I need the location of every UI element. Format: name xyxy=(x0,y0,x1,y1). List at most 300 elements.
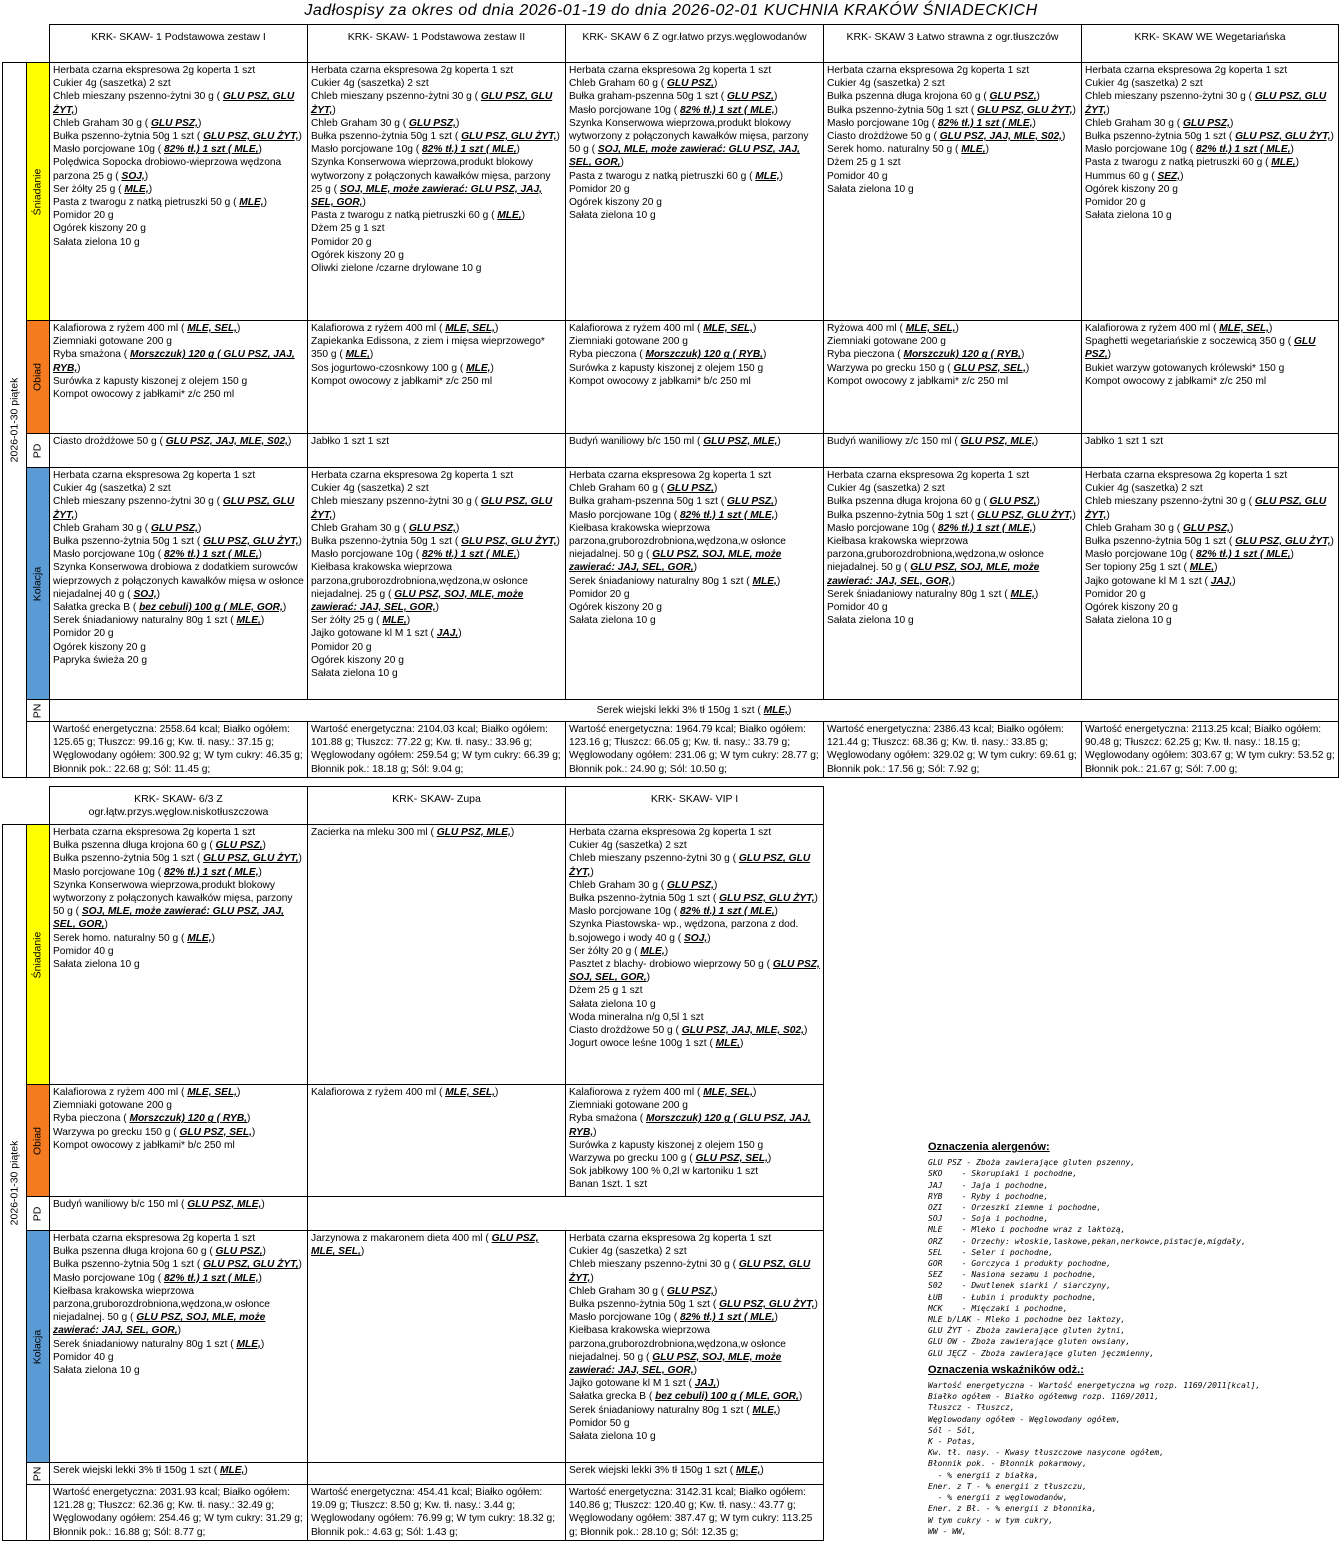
menu-cell xyxy=(308,321,566,434)
legend-entry: Ener. z Bł. - % energii z błonnika, xyxy=(928,1504,1097,1514)
menu-item: Chleb Graham 30 g ( GLU PSZ,) xyxy=(569,1285,718,1297)
allergen-codes: 82% tł.) 1 szt ( MLE, xyxy=(164,549,259,561)
menu-item: Kompot owocowy z jabłkami* b/c 250 ml xyxy=(569,375,751,387)
menu-item: Budyń waniliowy b/c 150 ml ( GLU PSZ, MLE,) xyxy=(53,1199,265,1210)
allergen-codes: GLU PSZ, GLU ŻYT, xyxy=(311,91,553,116)
nutrition-cell: Wartość energetyczna: 2113.25 kcal; Białko ogółem: 90.48 g; Tłuszcz: 62.25 g; Kw. tł. nasy.: 18.15 g; Węglowodany ogółem: 303.67 g; W tym cukry: 53.52 g; Błonnik pok.: 21.67 g; Sól: 7.00 g; xyxy=(1082,722,1339,778)
allergen-codes: MLE, xyxy=(236,1338,261,1350)
menu-item: Ryba pieczona ( Morszczuk) 120 g ( RYB,) xyxy=(53,1113,251,1125)
menu-cell xyxy=(566,63,824,321)
indicators-title: Oznaczenia wskaźników odż.: xyxy=(928,1363,1084,1376)
menu-item: Warzywa po grecku 150 g ( GLU PSZ, SEL,) xyxy=(53,1126,256,1138)
legend-entry: WW - WW, xyxy=(928,1526,967,1536)
menu-cell xyxy=(566,825,824,1085)
menu-item: Kiełbasa krakowska wieprzowa parzona,gruborozdrobniona,wędzona,w osłonce niejadalnej. 50 g ( GLU PSZ, SOJ, MLE, może zawierać: JAJ, SEL, GOR,) xyxy=(569,1325,786,1377)
diet-header: KRK- SKAW- 1 Podstawowa zestaw II xyxy=(308,25,566,63)
allergen-codes: Morszczuk) 120 g ( GLU PSZ, JAJ, RYB, xyxy=(569,1113,811,1138)
allergen-codes: Morszczuk) 120 g ( RYB, xyxy=(903,349,1022,361)
allergen-codes: MLE, xyxy=(382,615,407,627)
menu-item: Kiełbasa krakowska wieprzowa parzona,gruborozdrobniona,wędzona,w osłonce niejadalnej. 25 g ( GLU PSZ, SOJ, MLE, może zawierać: JAJ, SEL, GOR,) xyxy=(311,562,528,614)
legend-entry: - % energii z węglowodanów, xyxy=(928,1493,1068,1503)
menu-item: Bułka pszenno-żytnia 50g 1 szt ( GLU PSZ, GLU ŻYT,) xyxy=(827,104,1076,116)
allergen-codes: GLU PSZ, xyxy=(666,483,714,495)
menu-cell xyxy=(50,1231,308,1463)
legend-entry: ORZ - Orzechy: włoskie,laskowe,pekan,nerkowce,pistacje,migdały, xyxy=(928,1236,1246,1246)
menu-item: Hummus 60 g ( SEZ,) xyxy=(1085,170,1184,182)
menu-item: Herbata czarna ekspresowa 2g koperta 1 szt xyxy=(1085,65,1288,76)
menu-item: Herbata czarna ekspresowa 2g koperta 1 szt xyxy=(311,470,514,481)
allergen-codes: MLE, xyxy=(1010,588,1035,600)
nutrition-cell: Wartość energetyczna: 2386.43 kcal; Białko ogółem: 121.44 g; Tłuszcz: 68.36 g; Kw. tł. nasy.: 33.85 g; Węglowodany ogółem: 329.02 g; W tym cukry: 69.61 g; Błonnik pok.: 17.56 g; Sól: 7.92 g; xyxy=(824,722,1082,778)
allergen-codes: GLU PSZ, GLU ŻYT, xyxy=(569,853,811,878)
menu-cell xyxy=(308,1197,824,1231)
allergen-codes: Morszczuk) 120 g ( RYB, xyxy=(645,349,764,361)
allergen-codes: MLE, xyxy=(752,575,777,587)
menu-cell xyxy=(566,468,824,700)
menu-item: Chleb mieszany pszenno-żytni 30 g ( GLU PSZ, GLU ŻYT,) xyxy=(1085,91,1327,116)
menu-item: Sałatka grecka B ( bez cebuli) 100 g ( MLE, GOR,) xyxy=(53,602,287,614)
menu-item: Bułka pszenno-żytnia 50g 1 szt ( GLU PSZ, GLU ŻYT,) xyxy=(311,131,560,143)
menu-item: Kiełbasa krakowska wieprzowa parzona,gruborozdrobniona,wędzona,w osłonce niejadalnej. 50 g ( GLU PSZ, SOJ, MLE, może zawierać: JAJ, SEL, GOR,) xyxy=(53,1285,270,1337)
legend-entry: - % energii z białka, xyxy=(928,1470,1039,1480)
menu-item: Pomidor 20 g xyxy=(311,641,372,653)
allergen-codes: GLU PSZ, JAJ, MLE, S02, xyxy=(939,131,1062,143)
allergen-codes: GLU PSZ, GLU ŻYT, xyxy=(203,853,299,865)
menu-item: Ogórek kiszony 20 g xyxy=(1085,602,1178,614)
menu-item: Chleb Graham 30 g ( GLU PSZ,) xyxy=(569,879,718,891)
legend xyxy=(928,1140,1338,1537)
menu-item: Herbata czarna ekspresowa 2g koperta 1 szt xyxy=(53,1233,256,1244)
menu-item: Dżem 25 g 1 szt xyxy=(569,985,643,997)
allergen-codes: GLU PSZ, SOJ, MLE, może zawierać: JAJ, SEL, GOR, xyxy=(53,1312,266,1337)
menu-cell xyxy=(50,700,1339,722)
meal-label-pn: PN xyxy=(27,1463,50,1485)
menu-item: Sos jogurtowo-czosnkowy 100 g ( MLE,) xyxy=(311,362,494,374)
legend-entry: Tłuszcz - Tłuszcz, xyxy=(928,1403,1015,1413)
legend-entry: S02 - Dwutlenek siarki / siarczyny, xyxy=(928,1281,1112,1291)
menu-item: Jabłko 1 szt 1 szt xyxy=(311,436,390,447)
date-cell xyxy=(3,825,27,1541)
menu-item: Ogórek kiszony 20 g xyxy=(53,223,146,235)
menu-item: Kalafiorowa z ryżem 400 ml ( MLE, SEL,) xyxy=(1085,323,1273,334)
allergen-codes: GLU PSZ, SOJ, SEL, GOR, xyxy=(569,959,820,984)
menu-item: Chleb Graham 30 g ( GLU PSZ,) xyxy=(1085,522,1234,534)
allergen-codes: MLE, xyxy=(220,1465,245,1476)
allergen-codes: GLU PSZ, xyxy=(989,496,1037,508)
pn-row xyxy=(3,1463,824,1485)
menu-item: Ser topiony 25g 1 szt ( MLE,) xyxy=(1085,562,1218,574)
menu-item: Kalafiorowa z ryżem 400 ml ( MLE, SEL,) xyxy=(311,323,499,334)
legend-entry: GLU ŻYT - Zboża zawierające gluten żytni, xyxy=(928,1326,1126,1336)
nutrition-cell: Wartość energetyczna: 2104.03 kcal; Białko ogółem: 101.88 g; Tłuszcz: 77.22 g; Kw. tł. nasy.: 33.96 g; Węglowodany ogółem: 259.54 g; W tym cukry: 66.39 g; Błonnik pok.: 18.18 g; Sól: 9.04 g; xyxy=(308,722,566,778)
allergen-codes: 82% tł.) 1 szt ( MLE, xyxy=(938,522,1033,534)
menu-item: Serek śniadaniowy naturalny 80g 1 szt ( MLE,) xyxy=(827,588,1039,600)
menu-item: Kompot owocowy z jabłkami* z/c 250 ml xyxy=(311,375,493,387)
menu-item: Pasta z twarogu z natką pietruszki 60 g ( MLE,) xyxy=(569,170,784,182)
menu-item: Serek wiejski lekki 3% tł 150g 1 szt ( MLE,) xyxy=(596,704,792,716)
legend-entry: Białko ogółem - Białko ogółemwg rozp. 1169/2011, xyxy=(928,1392,1160,1402)
allergen-codes: GLU PSZ, GLU ŻYT, xyxy=(203,131,299,143)
menu-item: Herbata czarna ekspresowa 2g koperta 1 szt xyxy=(53,65,256,76)
menu-cell xyxy=(1082,468,1339,700)
allergen-codes: GLU PSZ, SEL, xyxy=(953,362,1026,374)
menu-table-2 xyxy=(2,786,824,1541)
menu-cell xyxy=(566,1231,824,1463)
allergen-codes: GLU PSZ, xyxy=(1182,117,1230,129)
allergen-codes: 82% tł.) 1 szt ( MLE, xyxy=(680,1312,775,1324)
menu-item: Cukier 4g (saszetka) 2 szt xyxy=(1085,483,1203,495)
menu-item: Masło porcjowane 10g ( 82% tł.) 1 szt ( MLE,) xyxy=(569,906,778,918)
menu-item: Dżem 25 g 1 szt xyxy=(827,157,901,169)
menu-item: Chleb Graham 30 g ( GLU PSZ,) xyxy=(53,522,202,534)
menu-item: Bułka pszenno-żytnia 50g 1 szt ( GLU PSZ, GLU ŻYT,) xyxy=(569,893,818,905)
menu-item: Kompot owocowy z jabłkami* z/c 250 ml xyxy=(1085,375,1267,387)
menu-item: Pomidor 40 g xyxy=(827,170,888,182)
menu-item: Pasztet z blachy- drobiowo wieprzowy 50 g ( GLU PSZ, SOJ, SEL, GOR,) xyxy=(569,959,820,984)
allergen-codes: GLU PSZ, xyxy=(1085,336,1316,361)
menu-item: Pomidor 20 g xyxy=(1085,588,1146,600)
pd-row xyxy=(3,434,1339,468)
diet-header: KRK- SKAW 6 Z ogr.łatwo przys.węglowodanów xyxy=(566,25,824,63)
menu-cell xyxy=(566,434,824,468)
allergen-codes: JAJ, xyxy=(436,628,459,640)
menu-item: Ryba smażona ( Morszczuk) 120 g ( GLU PSZ, JAJ, RYB,) xyxy=(569,1113,811,1138)
menu-item: Papryka świeża 20 g xyxy=(53,654,148,666)
menu-item: Chleb Graham 60 g ( GLU PSZ,) xyxy=(569,483,718,495)
menu-item: Cukier 4g (saszetka) 2 szt xyxy=(827,78,945,90)
allergen-codes: GLU PSZ, GLU ŻYT, xyxy=(461,131,557,143)
menu-item: Pomidor 20 g xyxy=(311,236,372,248)
diet-header: KRK- SKAW- Zupa xyxy=(308,787,566,825)
allergen-codes: GLU PSZ, xyxy=(727,496,774,508)
allergen-codes: MLE, SEL, xyxy=(187,1087,237,1098)
menu-item: Cukier 4g (saszetka) 2 szt xyxy=(827,483,945,495)
menu-item: Kompot owocowy z jabłkami* b/c 250 ml xyxy=(53,1139,235,1151)
menu-item: Kompot owocowy z jabłkami* z/c 250 ml xyxy=(53,389,235,401)
menu-item: Herbata czarna ekspresowa 2g koperta 1 szt xyxy=(53,827,256,838)
menu-item: Cukier 4g (saszetka) 2 szt xyxy=(53,483,171,495)
allergen-codes: GLU PSZ, SOJ, MLE, może zawierać: JAJ, SEL, GOR, xyxy=(311,588,524,614)
allergen-codes: GLU PSZ, SEL, xyxy=(179,1126,252,1138)
menu-table-1 xyxy=(2,24,1339,778)
allergen-codes: GLU PSZ, GLU ŻYT, xyxy=(977,509,1073,521)
menu-item: Serek homo. naturalny 50 g ( MLE,) xyxy=(53,932,215,944)
menu-item: Serek śniadaniowy naturalny 80g 1 szt ( MLE,) xyxy=(569,575,781,587)
allergen-codes: MLE, xyxy=(187,932,212,944)
menu-item: Kalafiorowa z ryżem 400 ml ( MLE, SEL,) xyxy=(53,323,241,334)
allergen-codes: GLU PSZ, JAJ, MLE, S02, xyxy=(681,1025,804,1037)
menu-item: Budyń waniliowy z/c 150 ml ( GLU PSZ, MLE,) xyxy=(827,436,1039,447)
menu-item: Cukier 4g (saszetka) 2 szt xyxy=(53,78,171,90)
allergen-codes: GLU PSZ, GLU ŻYT, xyxy=(1085,91,1327,116)
kolacja-row xyxy=(3,1231,824,1463)
menu-item: Masło porcjowane 10g ( 82% tł.) 1 szt ( MLE,) xyxy=(311,549,520,561)
allergen-codes: GLU PSZ, xyxy=(215,1246,263,1258)
menu-item: Herbata czarna ekspresowa 2g koperta 1 szt xyxy=(569,827,772,838)
menu-cell xyxy=(50,63,308,321)
menu-item: Pasta z twarogu z natką pietruszki 50 g ( MLE,) xyxy=(53,197,268,209)
diet-header: KRK- SKAW- 6/3 Z ogr.łątw.przys.węglow.niskotłuszczowa xyxy=(50,787,308,825)
menu-item: Sałata zielona 10 g xyxy=(569,210,656,222)
kolacja-row xyxy=(3,468,1339,700)
allergen-codes: GLU PSZ, SOJ, MLE, może zawierać: JAJ, SEL, GOR, xyxy=(827,562,1040,587)
allergen-codes: GLU PSZ, xyxy=(150,522,198,534)
allergen-list xyxy=(928,1157,1338,1359)
header-row xyxy=(3,25,1339,63)
menu-item: Chleb mieszany pszenno-żytni 30 g ( GLU PSZ, GLU ŻYT,) xyxy=(311,91,553,116)
diet-header: KRK- SKAW WE Wegetariańska xyxy=(1082,25,1339,63)
menu-item: Szynka Konserwowa drobiowa z dodatkiem surowców wieprzowych z połączonych kawałków mięsa w osłonce niejadalnej 40 g ( SOJ,) xyxy=(53,562,304,600)
meal-label-pd: PD xyxy=(27,1197,50,1231)
allergen-codes: MLE, xyxy=(239,197,264,209)
menu-item: Pomidor 20 g xyxy=(569,183,630,195)
menu-item: Ogórek kiszony 20 g xyxy=(1085,183,1178,195)
allergen-codes: GLU PSZ, xyxy=(215,840,263,852)
menu-item: Cukier 4g (saszetka) 2 szt xyxy=(1085,78,1203,90)
menu-item: Sałata zielona 10 g xyxy=(1085,615,1172,627)
menu-item: Pomidor 40 g xyxy=(827,602,888,614)
allergen-codes: GLU PSZ, GLU ŻYT, xyxy=(461,536,557,548)
allergen-codes: 82% tł.) 1 szt ( MLE, xyxy=(680,104,775,116)
menu-cell xyxy=(50,1197,308,1231)
menu-item: Ryba smażona ( Morszczuk) 120 g ( GLU PSZ, JAJ, RYB,) xyxy=(53,349,295,374)
menu-cell xyxy=(566,321,824,434)
menu-item: Ryba pieczona ( Morszczuk) 120 g ( RYB,) xyxy=(827,349,1025,361)
allergen-codes: GLU PSZ, GLU ŻYT, xyxy=(1085,496,1327,521)
allergen-codes: GLU PSZ, GLU ŻYT, xyxy=(569,1259,811,1284)
allergen-codes: GLU PSZ, xyxy=(989,91,1037,103)
menu-item: Bułka pszenna długa krojona 60 g ( GLU PSZ,) xyxy=(53,1246,266,1258)
menu-item: Herbata czarna ekspresowa 2g koperta 1 szt xyxy=(53,470,256,481)
allergen-codes: SOJ, xyxy=(133,588,157,600)
meal-label-sniadanie: Śniadanie xyxy=(27,63,50,321)
menu-item: Chleb mieszany pszenno-żytni 30 g ( GLU PSZ, GLU ŻYT,) xyxy=(53,496,295,521)
legend-entry: Błonnik pok. - Błonnik pokarmowy, xyxy=(928,1459,1087,1469)
menu-cell xyxy=(824,434,1082,468)
nutrition-cell: Wartość energetyczna: 2031.93 kcal; Białko ogółem: 121.28 g; Tłuszcz: 62.36 g; Kw. tł. nasy.: 32.49 g; Węglowodany ogółem: 254.46 g; W tym cukry: 31.29 g; Błonnik pok.: 16.88 g; Sól: 8.77 g; xyxy=(50,1485,308,1541)
menu-item: Sok jabłkowy 100 % 0,2l w kartoniku 1 szt xyxy=(569,1166,759,1178)
menu-item: Masło porcjowane 10g ( 82% tł.) 1 szt ( MLE,) xyxy=(1085,549,1294,561)
allergen-codes: 82% tł.) 1 szt ( MLE, xyxy=(164,1272,259,1284)
allergen-codes: 82% tł.) 1 szt ( MLE, xyxy=(1196,144,1291,156)
legend-entry: Węglowodany ogółem - Węglowodany ogółem, xyxy=(928,1414,1121,1424)
menu-item: Ogórek kiszony 20 g xyxy=(311,654,404,666)
legend-entry: SOJ - Soja i pochodne, xyxy=(928,1214,1049,1224)
allergen-codes: 82% tł.) 1 szt ( MLE, xyxy=(422,549,517,561)
menu-cell xyxy=(308,468,566,700)
menu-item: Sałata zielona 10 g xyxy=(1085,210,1172,222)
allergen-codes: GLU PSZ, GLU ŻYT, xyxy=(53,91,295,116)
menu-cell xyxy=(1082,434,1339,468)
allergen-codes: GLU PSZ, GLU ŻYT, xyxy=(203,536,299,548)
allergen-codes: GLU PSZ, GLU ŻYT, xyxy=(719,1299,815,1311)
menu-item: Cukier 4g (saszetka) 2 szt xyxy=(311,78,429,90)
allergen-codes: MLE, SEL, xyxy=(1219,323,1269,334)
date-cell xyxy=(3,63,27,778)
allergens-title: Oznaczenia alergenów: xyxy=(928,1141,1050,1153)
menu-item: Pomidor 40 g xyxy=(53,945,114,957)
allergen-codes: GLU PSZ, GLU ŻYT, xyxy=(1235,536,1331,548)
allergen-codes: GLU PSZ, JAJ, MLE, S02, xyxy=(165,436,288,447)
sniadanie-row xyxy=(3,825,824,1085)
obiad-row xyxy=(3,1085,824,1197)
menu-item: Surówka z kapusty kiszonej z olejem 150 g xyxy=(569,1139,764,1151)
allergen-codes: GLU PSZ, xyxy=(666,78,714,90)
menu-item: Jogurt owoce leśne 100g 1 szt ( MLE,) xyxy=(569,1038,744,1050)
allergen-codes: Morszczuk) 120 g ( GLU PSZ, JAJ, RYB, xyxy=(53,349,295,374)
menu-item: Masło porcjowane 10g ( 82% tł.) 1 szt ( MLE,) xyxy=(569,509,778,521)
legend-entry: GOR - Gorczyca i produkty pochodne, xyxy=(928,1259,1112,1269)
menu-item: Kiełbasa krakowska wieprzowa parzona,gruborozdrobniona,wędzona,w osłonce niejadalnej. 50 g ( GLU PSZ, SOJ, MLE, może zawierać: JAJ, SEL, GOR,) xyxy=(827,536,1044,587)
menu-item: Pasta z twarogu z natką pietruszki 60 g ( MLE,) xyxy=(1085,157,1300,169)
allergen-codes: MLE, SEL, xyxy=(445,323,495,334)
menu-item: Sałata zielona 10 g xyxy=(53,236,140,248)
menu-item: Masło porcjowane 10g ( 82% tł.) 1 szt ( MLE,) xyxy=(53,144,262,156)
menu-item: Masło porcjowane 10g ( 82% tł.) 1 szt ( MLE,) xyxy=(53,1272,262,1284)
menu-item: Chleb mieszany pszenno-żytni 30 g ( GLU PSZ, GLU ŻYT,) xyxy=(1085,496,1327,521)
menu-item: Bułka graham-pszenna 50g 1 szt ( GLU PSZ,) xyxy=(569,91,778,103)
allergen-codes: GLU PSZ, GLU ŻYT, xyxy=(311,496,553,521)
menu-item: Sałatka grecka B ( bez cebuli) 100 g ( MLE, GOR,) xyxy=(569,1391,803,1403)
menu-item: Serek wiejski lekki 3% tł 150g 1 szt ( MLE,) xyxy=(569,1465,764,1476)
menu-item: Dżem 25 g 1 szt xyxy=(311,223,385,235)
menu-item: Szynka Konserwowa wieprzowa,produkt blokowy wytworzony z połączonych kawałków mięsa, parzony 50 g ( SOJ, MLE, może zawierać: GLU PSZ, JAJ, SEL, GOR,) xyxy=(53,879,293,931)
allergen-codes: JAJ, xyxy=(694,1378,717,1390)
allergen-codes: SOJ, xyxy=(683,932,708,944)
menu-item: Masło porcjowane 10g ( 82% tł.) 1 szt ( MLE,) xyxy=(569,1312,778,1324)
allergen-codes: GLU PSZ, SEL, xyxy=(695,1153,768,1165)
menu-item: Masło porcjowane 10g ( 82% tł.) 1 szt ( MLE,) xyxy=(827,117,1036,129)
allergen-codes: MLE, SEL, xyxy=(703,1087,753,1098)
menu-item: Bułka pszenno-żytnia 50g 1 szt ( GLU PSZ, GLU ŻYT,) xyxy=(311,536,560,548)
menu-item: Bułka pszenno-żytnia 50g 1 szt ( GLU PSZ, GLU ŻYT,) xyxy=(53,536,302,548)
allergen-codes: MLE, xyxy=(755,170,780,182)
legend-entry: SEL - Seler i pochodne, xyxy=(928,1247,1054,1257)
allergen-codes: MLE, xyxy=(736,1465,761,1476)
menu-item: Ziemniaki gotowane 200 g xyxy=(569,336,688,348)
menu-item: Masło porcjowane 10g ( 82% tł.) 1 szt ( MLE,) xyxy=(53,866,262,878)
menu-cell xyxy=(50,468,308,700)
legend-entry: GLU OW - Zboża zawierające gluten owsiany, xyxy=(928,1337,1131,1347)
allergen-codes: 82% tł.) 1 szt ( MLE, xyxy=(164,144,259,156)
allergen-codes: 82% tł.) 1 szt ( MLE, xyxy=(680,906,775,918)
menu-item: Ziemniaki gotowane 200 g xyxy=(53,336,172,348)
menu-cell xyxy=(50,825,308,1085)
allergen-codes: SOJ, xyxy=(121,170,145,182)
allergen-codes: MLE, xyxy=(345,349,370,361)
legend-entry: Sól - Sól, xyxy=(928,1425,977,1435)
allergen-codes: GLU PSZ, xyxy=(1182,522,1230,534)
allergen-codes: MLE, SEL, xyxy=(703,323,753,334)
pd-row xyxy=(3,1197,824,1231)
menu-cell xyxy=(308,434,566,468)
menu-item: Pomidor 20 g xyxy=(1085,197,1146,209)
legend-entry: JAJ - Jaja i pochodne, xyxy=(928,1180,1049,1190)
nutrition-cell: Wartość energetyczna: 2558.64 kcal; Białko ogółem: 125.65 g; Tłuszcz: 99.16 g; Kw. tł. nasy.: 37.15 g; Węglowodany ogółem: 300.92 g; W tym cukry: 46.35 g; Błonnik pok.: 22.68 g; Sól: 11.45 g; xyxy=(50,722,308,778)
allergen-codes: GLU PSZ, MLE, xyxy=(960,436,1035,447)
menu-item: Chleb mieszany pszenno-żytni 30 g ( GLU PSZ, GLU ŻYT,) xyxy=(53,91,295,116)
menu-item: Bułka pszenno-żytnia 50g 1 szt ( GLU PSZ, GLU ŻYT,) xyxy=(1085,536,1334,548)
menu-item: Serek śniadaniowy naturalny 80g 1 szt ( MLE,) xyxy=(569,1404,781,1416)
menu-cell xyxy=(50,1085,308,1197)
nutrition-row xyxy=(3,722,1339,778)
allergen-codes: GLU PSZ, GLU ŻYT, xyxy=(53,496,295,521)
allergen-codes: MLE, xyxy=(1271,157,1296,169)
menu-item: Zapiekanka Edissona, z ziem i mięsa wieprzowego* 350 g ( MLE,) xyxy=(311,336,545,361)
obiad-row xyxy=(3,321,1339,434)
menu-item: Warzywa po grecku 100 g ( GLU PSZ, SEL,) xyxy=(569,1153,772,1165)
menu-cell xyxy=(566,1463,824,1485)
allergen-codes: GLU PSZ, GLU ŻYT, xyxy=(977,104,1073,116)
legend-entry: OZI - Orzeszki ziemne i pochodne, xyxy=(928,1203,1102,1213)
menu-item: Chleb mieszany pszenno-żytni 30 g ( GLU PSZ, GLU ŻYT,) xyxy=(569,853,811,878)
date-label: 2026-01-30 piątek xyxy=(7,377,20,463)
allergen-codes: SEZ, xyxy=(1157,170,1181,182)
menu-item: Ogórek kiszony 20 g xyxy=(311,249,404,261)
menu-item: Chleb Graham 30 g ( GLU PSZ,) xyxy=(311,117,460,129)
menu-item: Warzywa po grecku 150 g ( GLU PSZ, SEL,) xyxy=(827,362,1030,374)
menu-item: Herbata czarna ekspresowa 2g koperta 1 szt xyxy=(827,65,1030,76)
allergen-codes: MLE, xyxy=(961,144,986,156)
allergen-codes: MLE, SEL, xyxy=(187,323,237,334)
allergen-codes: GLU PSZ, GLU ŻYT, xyxy=(719,893,815,905)
menu-item: Szynka Piastowska- wp., wędzona, parzona z dod. b.sojowego i wody 40 g ( SOJ,) xyxy=(569,919,799,944)
menu-item: Masło porcjowane 10g ( 82% tł.) 1 szt ( MLE,) xyxy=(569,104,778,116)
allergen-codes: GLU PSZ, xyxy=(727,91,774,103)
legend-entry: MLE - Mleko i pochodne wraz z laktozą, xyxy=(928,1225,1126,1235)
menu-cell xyxy=(50,1463,308,1485)
header-row xyxy=(3,787,824,825)
sniadanie-row xyxy=(3,63,1339,321)
menu-item: Oliwki zielone /czarne drylowane 10 g xyxy=(311,263,482,275)
menu-item: Bułka pszenna długa krojona 60 g ( GLU PSZ,) xyxy=(827,91,1040,103)
date-label: 2026-01-30 piątek xyxy=(7,1140,20,1225)
menu-item: Ogórek kiszony 20 g xyxy=(569,602,662,614)
menu-cell xyxy=(308,1463,566,1485)
menu-item: Cukier 4g (saszetka) 2 szt xyxy=(569,840,687,852)
allergen-codes: GLU PSZ, xyxy=(150,117,198,129)
menu-item: Polędwica Sopocka drobiowo-wieprzowa wędzona parzona 25 g ( SOJ,) xyxy=(53,157,282,182)
diet-header: KRK- SKAW- 1 Podstawowa zestaw I xyxy=(50,25,308,63)
indicator-list xyxy=(928,1380,1338,1537)
menu-item: Serek homo. naturalny 50 g ( MLE,) xyxy=(827,144,989,156)
menu-item: Bułka pszenno-żytnia 50g 1 szt ( GLU PSZ, GLU ŻYT,) xyxy=(53,131,302,143)
menu-cell xyxy=(308,63,566,321)
menu-item: Jajko gotowane kl M 1 szt ( JAJ,) xyxy=(569,1378,720,1390)
menu-item: Bułka pszenno-żytnia 50g 1 szt ( GLU PSZ, GLU ŻYT,) xyxy=(53,853,302,865)
menu-item: Sałata zielona 10 g xyxy=(569,998,656,1010)
menu-item: Masło porcjowane 10g ( 82% tł.) 1 szt ( MLE,) xyxy=(311,144,520,156)
menu-item: Ryżowa 400 ml ( MLE, SEL,) xyxy=(827,323,959,334)
menu-item: Zacierka na mleku 300 ml ( GLU PSZ, MLE,) xyxy=(311,827,515,838)
menu-item: Ziemniaki gotowane 200 g xyxy=(827,336,946,348)
menu-item: Herbata czarna ekspresowa 2g koperta 1 szt xyxy=(569,65,772,76)
nutrition-cell: Wartość energetyczna: 454.41 kcal; Białko ogółem: 19.09 g; Tłuszcz: 8.50 g; Kw. tł. nasy.: 3.44 g; Węglowodany ogółem: 76.99 g; W tym cukry: 18.32 g; Błonnik pok.: 4.63 g; Sól: 1.43 g; xyxy=(308,1485,566,1541)
meal-label-pn: PN xyxy=(27,700,50,722)
menu-item: Kalafiorowa z ryżem 400 ml ( MLE, SEL,) xyxy=(569,1087,757,1098)
menu-item: Pomidor 20 g xyxy=(569,588,630,600)
allergen-codes: 82% tł.) 1 szt ( MLE, xyxy=(422,144,517,156)
allergen-codes: 82% tł.) 1 szt ( MLE, xyxy=(1196,549,1291,561)
menu-item: Ciasto drożdżowe 50 g ( GLU PSZ, JAJ, MLE, S02,) xyxy=(53,436,292,447)
menu-item: Sałata zielona 10 g xyxy=(827,183,914,195)
menu-item: Sałata zielona 10 g xyxy=(569,615,656,627)
menu-item: Cukier 4g (saszetka) 2 szt xyxy=(569,1246,687,1258)
menu-item: Sałata zielona 10 g xyxy=(311,668,398,680)
allergen-codes: MLE, xyxy=(715,1038,741,1050)
menu-item: Ser żółty 25 g ( MLE,) xyxy=(311,615,411,627)
legend-entry: RYB - Ryby i pochodne, xyxy=(928,1191,1049,1201)
